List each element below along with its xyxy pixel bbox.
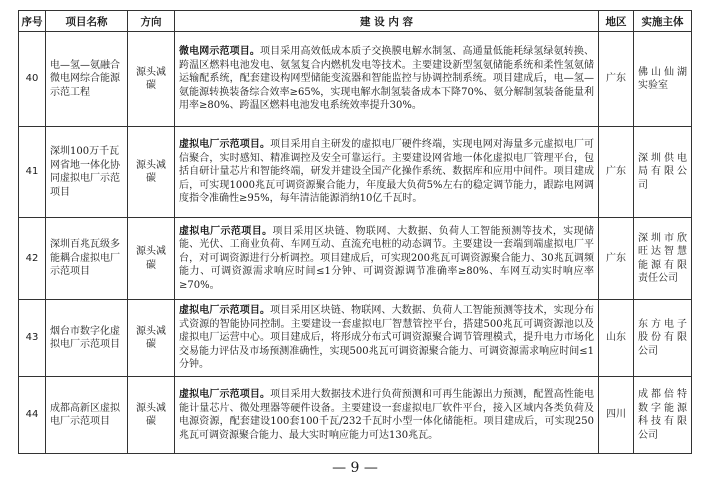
header-name: 项目名称 <box>46 11 128 32</box>
row-index: 41 <box>19 127 46 218</box>
content-body: 项目采用区块链、物联网、大数据、负荷人工智能预测等技术，实现储能、光伏、工商业负荷、车网互动、直流充电桩的动态调节。主要建设一套端到端虚拟电厂平台，对可调资源进行分析调控。项目建成后，可实现200兆瓦可调资源聚合能力、30兆瓦调频能力、可调资源需求响应时间≤1分钟、可调资源调节准确率≥80%、车网互动实时响应率≥70%。 <box>179 225 595 291</box>
content-title: 虚拟电厂示范项目。 <box>179 139 271 151</box>
project-region: 四川 <box>599 377 634 454</box>
content-title: 虚拟电厂示范项目。 <box>179 225 273 237</box>
project-content <box>175 377 599 454</box>
content-body: 项目采用高效低成本质子交换膜电解水制氢、高通量低能耗绿氢绿氨转换、跨温区燃料电池发电、氨氢复合内燃机发电等技术。主要建设新型氢氨储能系统和柔性氢氨储运输配系统，配套建设构网型储能变流器和智能监控与协调控制系统。项目建成后，电—氢—氨能源转换装备综合效率≥65%，实现电解水制氢装备成本下降70%、氨分解制氢装备能量利用率≥80%、跨温区燃料电池发电系统效率提升30%。 <box>179 46 594 112</box>
project-entity: 东方电子股份有限公司 <box>634 300 692 377</box>
project-name: 电—氢—氨融合微电网综合能源示范工程 <box>46 32 128 127</box>
project-content <box>175 127 599 218</box>
project-region: 山东 <box>599 300 634 377</box>
project-entity: 佛山仙湖实验室 <box>634 32 692 127</box>
projects-table <box>18 10 692 454</box>
header-region: 地区 <box>599 11 634 32</box>
page-number: — 9 — <box>332 460 378 476</box>
table-row <box>19 218 692 300</box>
content-body: 项目采用区块链、物联网、大数据、负荷人工智能预测等技术，实现分布式资源的智能协同控制。主要建设一套虚拟电厂智慧管控平台，搭建500兆瓦可调资源池以及虚拟电厂运营中心。项目建成后，将形成分布式可调资源聚合调节管理模式，提升电力市场化交易能力评估及市场预测准确性，实现500兆瓦可调资源聚合能力、可调资源需求响应时间≤1分钟。 <box>179 305 594 371</box>
project-name: 深圳100万千瓦网省地一体化协同虚拟电厂示范项目 <box>46 127 128 218</box>
header-content: 建 设 内 容 <box>175 11 599 32</box>
project-direction: 源头减碳 <box>128 377 175 454</box>
table-row <box>19 300 692 377</box>
row-index: 40 <box>19 32 46 127</box>
content-body: 项目采用自主研发的虚拟电厂硬件终端，实现电网对海量多元虚拟电厂可信聚合，实时感知、精准调控及安全可靠运行。主要建设网省地一体化虚拟电厂管理平台，包括自研计量芯片和智能终端，研发并建设全国产化操作系统、数据库和应用中间件。项目建成后，可实现1000兆瓦可调资源聚合能力，年度最大负荷5%左右的稳定调节能力，跟踪电网调度指令准确性≥95%，每年清洁能源消纳10亿千瓦时。 <box>179 139 594 205</box>
row-index: 42 <box>19 218 46 300</box>
project-region: 广东 <box>599 218 634 300</box>
project-name: 成都高新区虚拟电厂示范项目 <box>46 377 128 454</box>
table-header-row <box>19 11 692 32</box>
row-index: 43 <box>19 300 46 377</box>
project-direction: 源头减碳 <box>128 32 175 127</box>
project-content <box>175 218 599 300</box>
header-direction: 方向 <box>128 11 175 32</box>
project-entity: 深圳供电局有限公司 <box>634 127 692 218</box>
project-direction: 源头减碳 <box>128 127 175 218</box>
project-entity: 深圳市欣旺达智慧能源有限责任公司 <box>634 218 692 300</box>
project-region: 广东 <box>599 32 634 127</box>
project-content <box>175 300 599 377</box>
row-index: 44 <box>19 377 46 454</box>
project-region: 广东 <box>599 127 634 218</box>
header-index: 序号 <box>19 11 46 32</box>
table-row <box>19 127 692 218</box>
content-title: 虚拟电厂示范项目。 <box>179 389 271 400</box>
table-row <box>19 32 692 127</box>
project-direction: 源头减碳 <box>128 218 175 300</box>
header-entity: 实施主体 <box>634 11 692 32</box>
project-content <box>175 32 599 127</box>
project-name: 烟台市数字化虚拟电厂示范项目 <box>46 300 128 377</box>
project-name: 深圳百兆瓦级多能耦合虚拟电厂示范项目 <box>46 218 128 300</box>
content-title: 虚拟电厂示范项目。 <box>179 305 271 317</box>
content-title: 微电网示范项目。 <box>179 46 260 58</box>
content-body: 项目采用大数据技术进行负荷预测和可再生能源出力预测，配置高性能电能计量芯片、微处理器等硬件设备。主要建设一套虚拟电厂软件平台，接入区域内各类负荷及电源资源，配套建设100套100千瓦/232千瓦时小型一体化储能柜。项目建成后，可实现250兆瓦可调资源聚合能力、最大实时响应能力可达130兆瓦。 <box>179 389 594 441</box>
table-row <box>19 377 692 454</box>
project-entity: 成都倍特数字能源科技有限公司 <box>634 377 692 454</box>
project-direction: 源头减碳 <box>128 300 175 377</box>
